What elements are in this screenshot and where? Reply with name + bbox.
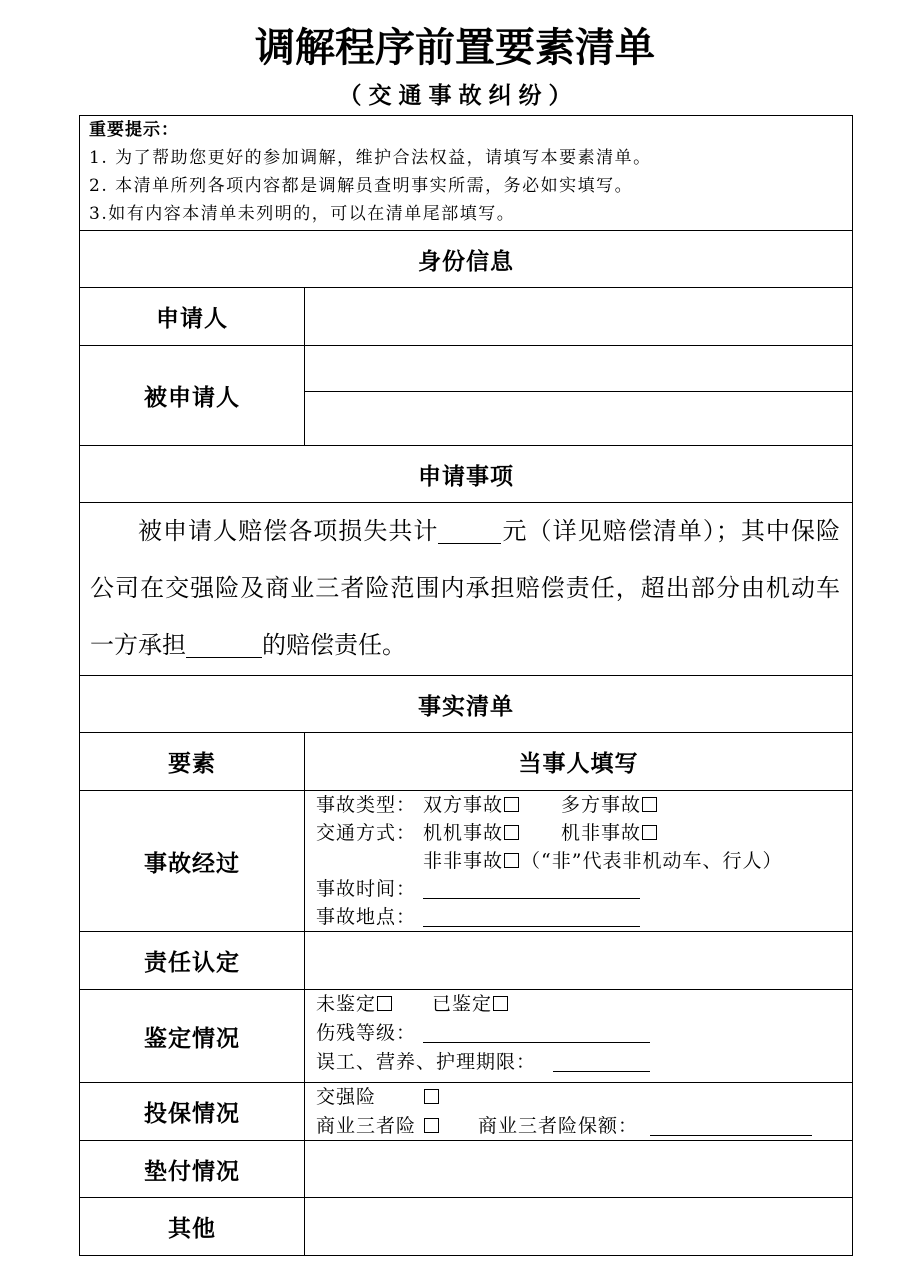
document-title: 调解程序前置要素清单 <box>255 24 655 71</box>
section-header-identity <box>80 231 852 288</box>
claim-line-3 <box>90 617 840 674</box>
respondent-inputs <box>305 346 852 445</box>
care-period-label: 误工、营养、护理期限： <box>316 1051 537 1073</box>
checkbox-multi-party-accident[interactable] <box>642 797 657 812</box>
compulsory-insurance-line <box>316 1083 852 1112</box>
advance-payment-row <box>80 1141 852 1198</box>
checkbox-not-appraised[interactable] <box>377 996 392 1011</box>
checkbox-vehicle-nonvehicle[interactable] <box>642 825 657 840</box>
claim-line-1 <box>90 503 840 560</box>
claim-statement <box>80 503 852 676</box>
claim-text-after-amount: 元（详见赔偿清单）；其中保险 <box>501 517 841 545</box>
option-appraised[interactable] <box>432 990 510 1019</box>
accident-type-label: 事故类型： <box>316 794 417 816</box>
appraisal-label: 鉴定情况 <box>80 990 305 1082</box>
claim-text-before-ratio: 一方承担 <box>90 631 186 659</box>
disability-grade-input[interactable] <box>423 1025 650 1043</box>
liability-row <box>80 932 852 990</box>
accident-label: 事故经过 <box>80 791 305 931</box>
option-two-party-accident[interactable] <box>423 791 521 819</box>
section-title-claim: 申请事项 <box>418 463 514 490</box>
checkbox-appraised[interactable] <box>493 996 508 1011</box>
liability-input[interactable] <box>305 932 852 989</box>
care-period-input[interactable] <box>553 1054 650 1072</box>
commercial-insurance-line <box>316 1112 852 1141</box>
section-title-identity: 身份信息 <box>418 248 514 275</box>
claim-ratio-blank[interactable] <box>186 636 262 658</box>
checkbox-commercial-insurance[interactable] <box>424 1118 439 1133</box>
note-item-2: 2. 本清单所列各项内容都是调解员查明事实所需，务必如实填写。 <box>89 176 634 196</box>
appraisal-status-line <box>316 990 852 1019</box>
note-item-1: 1. 为了帮助您更好的参加调解，维护合法权益，请填写本要素清单。 <box>89 148 652 168</box>
claim-text-after-ratio: 的赔偿责任。 <box>262 631 406 659</box>
accident-place-line <box>316 903 852 931</box>
option-label: 非非事故 <box>423 850 504 872</box>
option-nonvehicle-nonvehicle[interactable] <box>423 847 521 875</box>
option-label: 多方事故 <box>561 794 642 816</box>
accident-details <box>305 791 852 931</box>
applicant-row <box>80 288 852 346</box>
traffic-mode-note: （“非”代表非机动车、行人） <box>521 850 783 872</box>
notes-section <box>80 116 852 231</box>
note-item-3: 3.如有内容本清单未列明的，可以在清单尾部填写。 <box>89 204 516 224</box>
applicant-label: 申请人 <box>80 288 305 345</box>
other-input[interactable] <box>305 1198 852 1255</box>
notes-heading: 重要提示： <box>89 120 179 140</box>
option-multi-party-accident[interactable] <box>561 791 659 819</box>
respondent-label: 被申请人 <box>80 346 305 445</box>
commercial-amount-input[interactable] <box>650 1118 812 1136</box>
appraisal-row <box>80 990 852 1083</box>
insurance-details <box>305 1083 852 1140</box>
disability-grade-label: 伤残等级： <box>316 1022 417 1044</box>
option-label: 双方事故 <box>423 794 504 816</box>
column-header-element: 要素 <box>80 733 305 790</box>
respondent-input-2[interactable] <box>305 392 852 445</box>
respondent-input-1[interactable] <box>305 346 852 392</box>
applicant-input[interactable] <box>305 288 852 345</box>
insurance-label: 投保情况 <box>80 1083 305 1140</box>
option-vehicle-vehicle[interactable] <box>423 819 521 847</box>
section-title-facts: 事实清单 <box>418 693 514 720</box>
claim-text-before-amount: 被申请人赔偿各项损失共计 <box>138 517 439 545</box>
other-row <box>80 1198 852 1255</box>
traffic-mode-label: 交通方式： <box>316 822 417 844</box>
checkbox-vehicle-vehicle[interactable] <box>504 825 519 840</box>
option-label: 机机事故 <box>423 822 504 844</box>
respondent-row <box>80 346 852 446</box>
appraisal-details <box>305 990 852 1082</box>
section-header-facts <box>80 676 852 733</box>
option-label: 机非事故 <box>561 822 642 844</box>
section-header-claim <box>80 446 852 503</box>
option-label: 未鉴定 <box>316 993 377 1015</box>
advance-payment-input[interactable] <box>305 1141 852 1197</box>
accident-row <box>80 791 852 932</box>
option-not-appraised[interactable] <box>316 990 394 1019</box>
column-header-fill: 当事人填写 <box>518 751 639 777</box>
accident-time-input[interactable] <box>423 881 640 899</box>
option-label: 已鉴定 <box>432 993 493 1015</box>
accident-time-label: 事故时间： <box>316 878 417 900</box>
accident-place-input[interactable] <box>423 909 640 927</box>
accident-time-line <box>316 875 852 903</box>
checkbox-compulsory-insurance[interactable] <box>424 1089 439 1104</box>
document-subtitle: （交通事故纠纷） <box>338 82 579 109</box>
claim-amount-blank[interactable] <box>438 522 501 544</box>
option-vehicle-nonvehicle[interactable] <box>561 819 659 847</box>
checkbox-two-party-accident[interactable] <box>504 797 519 812</box>
claim-line-2: 公司在交强险及商业三者险范围内承担赔偿责任，超出部分由机动车 <box>90 574 840 602</box>
liability-label: 责任认定 <box>80 932 305 989</box>
disability-grade-line <box>316 1019 852 1048</box>
commercial-insurance-label: 商业三者险 <box>316 1115 417 1137</box>
compulsory-insurance-label: 交强险 <box>316 1086 377 1108</box>
other-label: 其他 <box>80 1198 305 1255</box>
checkbox-nonvehicle-nonvehicle[interactable] <box>504 853 519 868</box>
care-period-line <box>316 1048 852 1077</box>
traffic-mode-line-2 <box>316 847 852 875</box>
accident-type-line <box>316 791 852 819</box>
commercial-amount-label: 商业三者险保额： <box>478 1115 639 1137</box>
accident-place-label: 事故地点： <box>316 906 417 928</box>
checklist-table <box>79 115 853 1256</box>
advance-payment-label: 垫付情况 <box>80 1141 305 1197</box>
traffic-mode-line <box>316 819 852 847</box>
insurance-row <box>80 1083 852 1141</box>
column-header-row <box>80 733 852 791</box>
